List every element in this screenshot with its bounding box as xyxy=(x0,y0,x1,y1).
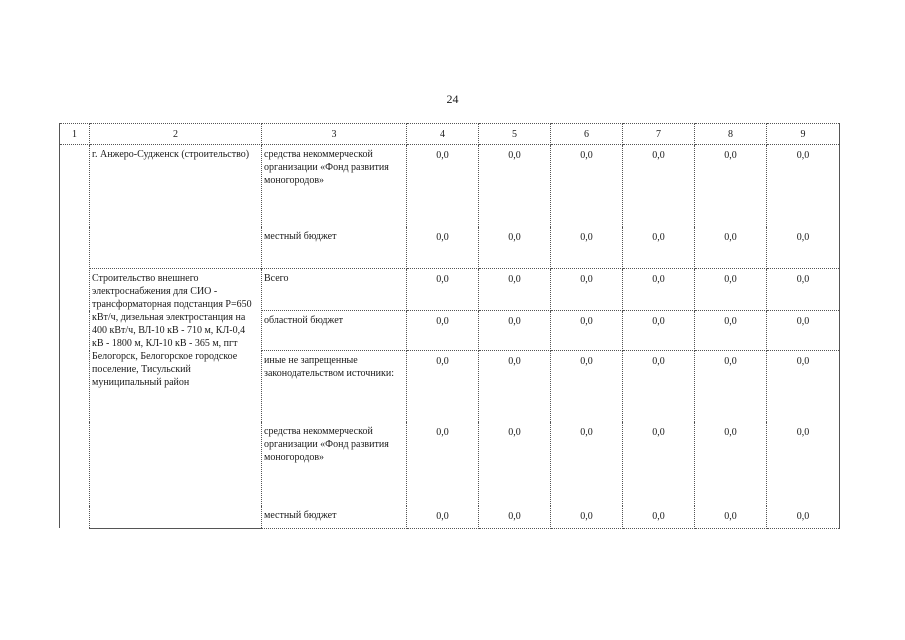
value-cell: 0,0 xyxy=(407,269,479,311)
value-cell: 0,0 xyxy=(623,506,695,529)
page-number: 24 xyxy=(446,92,459,106)
value-cell: 0,0 xyxy=(479,269,551,311)
value-cell: 0,0 xyxy=(551,227,623,269)
header-cell: 1 xyxy=(60,124,90,145)
value-cell: 0,0 xyxy=(623,269,695,311)
object-name-cell: Строительство внешнего электроснабжения для СИО - трансформаторная подстанция Р=650 кВт/ч, дизельная электростанция на 400 кВт/ч, ВЛ-10 кВ - 710 м, КЛ-0,4 кВ - 1800 м, КЛ-10 кВ - 365 м, пгт Белогорск, Белогорское городское поселение, Тисульский муниципальный район xyxy=(90,269,262,529)
value-cell: 0,0 xyxy=(551,311,623,351)
value-cell: 0,0 xyxy=(695,145,767,227)
value-cell: 0,0 xyxy=(767,269,840,311)
value-cell: 0,0 xyxy=(551,351,623,422)
value-cell: 0,0 xyxy=(695,351,767,422)
header-cell: 5 xyxy=(479,124,551,145)
source-cell: областной бюджет xyxy=(262,311,407,351)
source-cell: средства некоммерческой организации «Фонд развития моногородов» xyxy=(262,145,407,227)
value-cell: 0,0 xyxy=(623,422,695,506)
value-cell: 0,0 xyxy=(479,506,551,529)
value-cell: 0,0 xyxy=(767,506,840,529)
value-cell: 0,0 xyxy=(551,145,623,227)
index-cell xyxy=(60,145,90,529)
value-cell: 0,0 xyxy=(551,422,623,506)
funding-table xyxy=(59,123,840,529)
header-cell: 6 xyxy=(551,124,623,145)
value-cell: 0,0 xyxy=(695,269,767,311)
header-cell: 7 xyxy=(623,124,695,145)
value-cell: 0,0 xyxy=(479,227,551,269)
value-cell: 0,0 xyxy=(767,311,840,351)
value-cell: 0,0 xyxy=(551,269,623,311)
value-cell: 0,0 xyxy=(767,422,840,506)
value-cell: 0,0 xyxy=(479,422,551,506)
value-cell: 0,0 xyxy=(479,311,551,351)
header-cell: 8 xyxy=(695,124,767,145)
value-cell: 0,0 xyxy=(407,351,479,422)
value-cell: 0,0 xyxy=(623,145,695,227)
source-cell: местный бюджет xyxy=(262,227,407,269)
header-cell: 9 xyxy=(767,124,840,145)
table-row xyxy=(60,269,840,311)
table-row xyxy=(60,145,840,227)
value-cell: 0,0 xyxy=(407,506,479,529)
value-cell: 0,0 xyxy=(767,227,840,269)
value-cell: 0,0 xyxy=(767,145,840,227)
header-cell: 3 xyxy=(262,124,407,145)
value-cell: 0,0 xyxy=(695,311,767,351)
value-cell: 0,0 xyxy=(551,506,623,529)
source-cell: иные не запрещенные законодательством источники: xyxy=(262,351,407,422)
header-cell: 2 xyxy=(90,124,262,145)
source-cell: Всего xyxy=(262,269,407,311)
header-cell: 4 xyxy=(407,124,479,145)
header-row xyxy=(60,124,840,145)
value-cell: 0,0 xyxy=(407,311,479,351)
value-cell: 0,0 xyxy=(407,422,479,506)
value-cell: 0,0 xyxy=(767,351,840,422)
source-cell: местный бюджет xyxy=(262,506,407,529)
value-cell: 0,0 xyxy=(695,506,767,529)
value-cell: 0,0 xyxy=(695,422,767,506)
value-cell: 0,0 xyxy=(623,227,695,269)
value-cell: 0,0 xyxy=(407,227,479,269)
value-cell: 0,0 xyxy=(623,351,695,422)
value-cell: 0,0 xyxy=(479,351,551,422)
value-cell: 0,0 xyxy=(695,227,767,269)
value-cell: 0,0 xyxy=(479,145,551,227)
source-cell: средства некоммерческой организации «Фонд развития моногородов» xyxy=(262,422,407,506)
value-cell: 0,0 xyxy=(407,145,479,227)
value-cell: 0,0 xyxy=(623,311,695,351)
object-name-cell: г. Анжеро-Судженск (строительство) xyxy=(90,145,262,269)
